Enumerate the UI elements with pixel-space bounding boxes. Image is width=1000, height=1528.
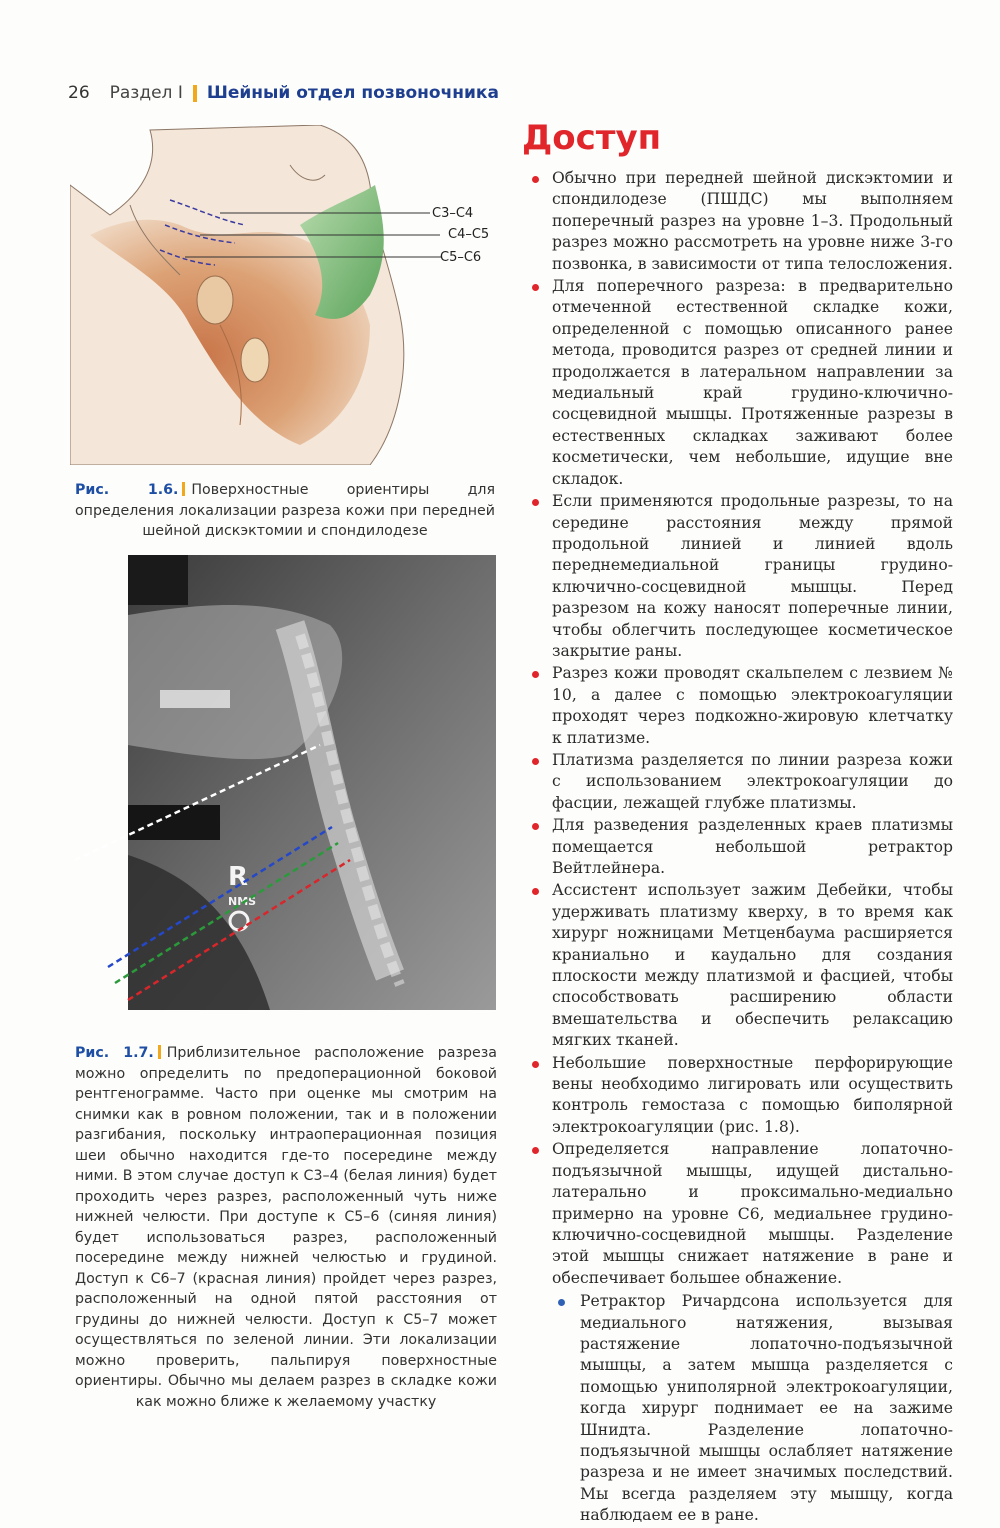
caption-label: Рис. 1.6. — [75, 482, 179, 498]
list-item: Если применяются продольные разрезы, то на середине расстояния между прямой продольной линией и линией вдоль переднемедиальной границы грудино-ключично-сосцевидной мышцы. Перед разрезом на кожу наносят поперечные линии, чтобы облегчить последующее косметическое закрытие раны. — [528, 491, 953, 662]
section-label: Раздел I — [109, 83, 183, 103]
caption-text: Поверхностные ориентиры для определения локализации разреза кожи при передней шейной дискэктомии и спондилодезе — [75, 482, 495, 539]
neck-anatomy-drawing — [70, 125, 510, 465]
lateral-cervical-radiograph — [70, 555, 500, 1015]
figure-1-7-caption — [75, 1043, 497, 1412]
list-item: Разрез кожи проводят скальпелем с лезвием № 10, а далее с помощью электрокоагуляции проходят через подкожно-жировую клетчатку к платизме. — [528, 663, 953, 749]
bullet-icon — [532, 888, 539, 895]
bullet-icon — [532, 1147, 539, 1154]
figure-1-7-xray — [70, 555, 500, 1015]
list-item: Для поперечного разреза: в предварительно отмеченной естественной складке кожи, определенной с помощью описанного ранее метода, проводится разрез от средней линии и продолжается в латеральном направлении за медиальный край грудино-ключично-сосцевидной мышцы. Протяженные разрезы в естественных складках заживают более косметически, чем небольшие, идущие вне складок. — [528, 276, 953, 490]
figure-1-6-caption — [75, 480, 495, 542]
bullet-icon — [532, 671, 539, 678]
caption-divider — [182, 482, 185, 496]
section-title: Доступ — [522, 118, 662, 158]
bullet-icon — [532, 499, 539, 506]
bullet-icon — [532, 176, 539, 183]
list-item: Платизма разделяется по линии разреза кожи с использованием электрокоагуляции до фасции, лежащей глубже платизмы. — [528, 750, 953, 814]
bullet-icon — [532, 284, 539, 291]
level-label-c4-c5: C4–C5 — [448, 227, 490, 242]
caption-label: Рис. 1.7. — [75, 1045, 154, 1061]
caption-text: Приблизительное расположение разреза можно определить по предоперационной боковой рентгенограмме. Часто при оценке мы смотрим на снимки как в ровном положении, так и в положении разгибания, поскольку интраоперационная позиция шеи обычно находится где-то посередине между ними. В этом случае доступ к C3–4 (белая линия) будет проходить через разрез, расположенный чуть ниже нижней челюсти. При доступе к C5–6 (синяя линия) будет использоваться разрез, расположенный посередине между нижней челюстью и грудиной. Доступ к C6–7 (красная линия) пройдет через разрез, расположенный на одной пятой расстояния от грудины до нижней челюсти. Доступ к C5–7 может осуществляться по зеленой линии. Эти локализации можно проверить, пальпируя поверхностные ориентиры. Обычно мы делаем разрез в складке кожи как можно ближе к желаемому участку — [75, 1045, 498, 1410]
sub-bullet-icon — [558, 1299, 565, 1306]
chapter-title: Шейный отдел позвоночника — [206, 83, 499, 103]
list-item: Ассистент использует зажим Дебейки, чтобы удерживать платизму кверху, в то время как хирург ножницами Метценбаума расширяется краниально и каудально для создания плоскости между платизмой и фасцией, чтобы способствовать расширению области вмешательства и обеспечить релаксацию мягких тканей. — [528, 880, 953, 1051]
xray-side-marker: R — [228, 862, 249, 892]
level-label-c5-c6: C5–C6 — [440, 250, 482, 265]
bullet-icon — [532, 758, 539, 765]
caption-divider — [158, 1045, 161, 1059]
list-item: Обычно при передней шейной дискэктомии и спондилодезе (ПШДС) мы выполняем поперечный разрез на уровне 1–3. Продольный разрез можно рассмотреть на уровне ниже 3-го позвонка, в зависимости от типа телосложения. — [528, 168, 953, 275]
xray-marker-sub: NMS — [228, 895, 257, 908]
list-item: Для разведения разделенных краев платизмы помещается небольшой ретрактор Вейтлейнера. — [528, 815, 953, 879]
bullet-icon — [532, 1061, 539, 1068]
list-item: Определяется направление лопаточно-подъязычной мышцы, идущей дистально-латерально и проксимально-медиально примерно на уровне C6, медиальнее грудино-ключично-сосцевидной мышцы. Разделение этой мышцы снижает натяжение в ране и обеспечивает большее обнажение. — [528, 1139, 953, 1289]
page-number: 26 — [68, 83, 90, 103]
bullet-icon — [532, 823, 539, 830]
running-header — [68, 80, 499, 106]
figure-1-6-illustration — [70, 125, 510, 465]
access-bullet-list — [528, 168, 953, 1527]
level-label-c3-c4: C3–C4 — [432, 206, 474, 221]
access-text-column — [528, 168, 953, 1528]
list-item: Небольшие поверхностные перфорирующие вены необходимо лигировать или осуществить контроль гемостаза с помощью биполярной электрокоагуляции (рис. 1.8). — [528, 1053, 953, 1139]
header-divider — [193, 85, 197, 102]
sub-list-item: Ретрактор Ричардсона используется для медиального натяжения, вызывая растяжение лопаточно-подъязычной мышцы, а затем мышца разделяется с помощью униполярной электрокоагуляции, когда хирург поднимает ее на зажиме Шнидта. Разделение лопаточно-подъязычной мышцы ослабляет натяжение разреза и не имеет значимых последствий. Мы всегда разделяем эту мышцу, когда наблюдаем ее в ране. — [528, 1291, 953, 1526]
